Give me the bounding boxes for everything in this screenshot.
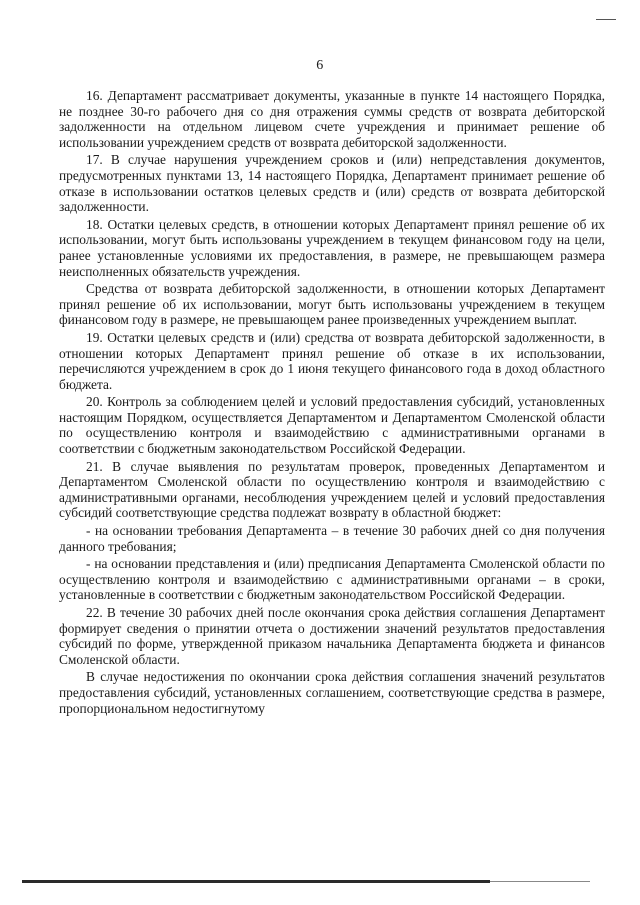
paragraph-21-item-prescription: - на основании представления и (или) предписания Департамента Смоленской области по осуществлению контроля и взаимодействию с административными органами – в сроки, установленные в соответствии с бюджетным законодательством Российской Федерации.	[59, 556, 605, 603]
paragraph-22-shortfall: В случае недостижения по окончании срока действия соглашения значений результатов предоставления субсидий, установленных соглашением, соответствующие средства в размере, пропорциональном недостигнутому	[59, 669, 605, 716]
paragraph-20: 20. Контроль за соблюдением целей и условий предоставления субсидий, установленных настоящим Порядком, осуществляется Департаментом и Департаментом Смоленской области по осуществлению контроля и взаимодействию с административными органами в соответствии с бюджетным законодательством Российской Федерации.	[59, 394, 605, 457]
footer-rule	[22, 880, 490, 883]
paragraph-21-item-requirement: - на основании требования Департамента – в течение 30 рабочих дней со дня получения данного требования;	[59, 523, 605, 554]
top-corner-rule	[596, 19, 616, 20]
paragraph-19: 19. Остатки целевых средств и (или) средства от возврата дебиторской задолженности, в отношении которых Департамент принял решение об отказе в их использовании, перечисляются учреждением в срок до 1 июня текущего финансового года в доход областного бюджета.	[59, 329, 605, 392]
paragraph-18: 18. Остатки целевых средств, в отношении которых Департамент принял решение об их использовании, могут быть использованы учреждением в текущем финансовом году на цели, ранее установленные условиями их предоставления, в размере, не превышающем размера неисполненных обязательств учреждения.	[59, 216, 605, 279]
paragraph-21: 21. В случае выявления по результатам проверок, проведенных Департаментом и Департаментом Смоленской области по осуществлению контроля и взаимодействию с административными органами, несоблюдения учреждением целей и условий предоставления субсидий соответствующие средства подлежат возврату в областной бюджет:	[59, 458, 605, 521]
page-number: 6	[316, 58, 324, 73]
document-body	[59, 88, 605, 716]
paragraph-18-receivables: Средства от возврата дебиторской задолженности, в отношении которых Департамент принял решение об их использовании, могут быть использованы учреждением в текущем финансовом году в размере, не превышающем ранее произведенных учреждением выплат.	[59, 281, 605, 328]
paragraph-22: 22. В течение 30 рабочих дней после окончания срока действия соглашения Департамент формирует сведения о принятии отчета о достижении значений результатов предоставления субсидий по форме, утвержденной приказом начальника Департамента бюджета и финансов Смоленской области.	[59, 605, 605, 667]
paragraph-16: 16. Департамент рассматривает документы, указанные в пункте 14 настоящего Порядка, не позднее 30-го рабочего дня со дня отражения суммы средств от возврата дебиторской задолженности на отдельном лицевом счете учреждения и принимает решение об использовании учреждением средств от возврата дебиторской задолженности.	[59, 88, 605, 150]
paragraph-17: 17. В случае нарушения учреждением сроков и (или) непредставления документов, предусмотренных пунктами 13, 14 настоящего Порядка, Департамент принимает решение об отказе в использовании остатков целевых средств и (или) средств от возврата дебиторской задолженности.	[59, 152, 605, 215]
